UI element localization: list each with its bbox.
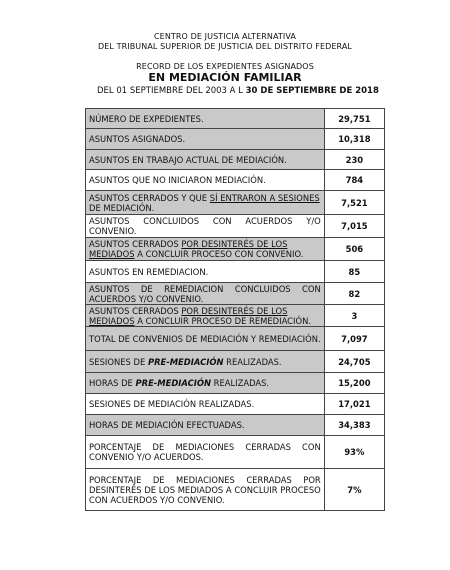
period-prefix: DEL 01 SEPTIEMBRE DEL 2003 A L — [97, 86, 246, 96]
row-value: 7% — [324, 469, 384, 511]
table-row — [86, 305, 385, 327]
row-label: PORCENTAJE DE MEDIACIONES CERRADAS POR DESINTERÉS DE LOS MEDIADOS A CONCLUIR PROCESO CON ACUERDOS Y/O CONVENIO. — [86, 469, 325, 511]
table-row — [86, 351, 385, 373]
row-label: HORAS DE MEDIACIÓN EFECTUADAS. — [86, 415, 325, 436]
institution-name: CENTRO DE JUSTICIA ALTERNATIVA — [153, 32, 296, 41]
row-value: 82 — [324, 283, 384, 305]
row-label-underlined: POR DESINTERÉS DE LOS MEDIADOS — [89, 239, 288, 259]
table-row — [86, 327, 385, 351]
row-value: 7,015 — [324, 215, 384, 238]
table-row — [86, 436, 385, 469]
row-label-part: ASUNTOS CERRADOS — [89, 305, 182, 316]
institution-subtitle: DEL TRIBUNAL SUPERIOR DE JUSTICIA DEL DISTRITO FEDERAL — [98, 42, 352, 51]
row-label-underlined: SÍ ENTRARON A SESIONES — [209, 192, 320, 203]
table-row — [86, 170, 385, 191]
table-row — [86, 215, 385, 238]
row-label-part: ASUNTOS CERRADOS Y QUE — [89, 192, 210, 203]
row-label-part: REALIZADAS. — [211, 378, 270, 388]
row-value: 10,318 — [324, 129, 384, 150]
table-row — [86, 129, 385, 150]
row-value: 7,521 — [324, 191, 384, 215]
row-label: PORCENTAJE DE MEDIACIONES CERRADAS CON CONVENIO Y/O ACUERDOS. — [86, 436, 325, 469]
row-value: 7,097 — [324, 327, 384, 351]
row-label — [86, 373, 325, 394]
row-label: ASUNTOS ASIGNADOS. — [86, 129, 325, 150]
row-value: 17,021 — [324, 394, 384, 415]
row-value: 34,383 — [324, 415, 384, 436]
table-row — [86, 150, 385, 170]
row-label-part: A CONCLUIR PROCESO CON CONVENIO. — [134, 249, 304, 259]
table-row — [86, 283, 385, 305]
row-value: 506 — [324, 238, 384, 261]
row-label — [86, 191, 325, 215]
table-row — [86, 238, 385, 261]
row-label: NÚMERO DE EXPEDIENTES. — [86, 109, 325, 129]
row-label-part: DE MEDIACIÓN. — [89, 202, 155, 213]
row-value: 15,200 — [324, 373, 384, 394]
table-row — [86, 109, 385, 129]
row-label-part: REALIZADAS. — [223, 356, 282, 367]
row-label-part: ASUNTOS CERRADOS — [89, 239, 182, 249]
table-row — [86, 261, 385, 283]
row-value: 3 — [324, 305, 384, 327]
row-label-part: HORAS DE — [89, 378, 136, 388]
row-label — [86, 305, 325, 327]
row-label: ASUNTOS EN REMEDIACION. — [86, 261, 325, 283]
record-caption: RECORD DE LOS EXPEDIENTES ASIGNADOS — [136, 62, 314, 71]
table-row — [86, 191, 385, 215]
row-label: TOTAL DE CONVENIOS DE MEDIACIÓN Y REMEDIACIÓN. — [86, 327, 325, 351]
row-label-emphasis: PRE-MEDIACIÓN — [147, 356, 224, 367]
row-label-part: SESIONES DE — [89, 356, 148, 367]
table-row — [86, 373, 385, 394]
table-row — [86, 469, 385, 511]
row-label — [86, 351, 325, 373]
row-label: ASUNTOS CONCLUIDOS CON ACUERDOS Y/O CONVENIO. — [86, 215, 325, 238]
row-label: ASUNTOS QUE NO INICIARON MEDIACIÓN. — [86, 170, 325, 191]
period-line — [97, 86, 397, 96]
row-value: 230 — [324, 150, 384, 170]
table-row — [86, 415, 385, 436]
table-row — [86, 394, 385, 415]
row-label — [86, 238, 325, 261]
row-label: ASUNTOS DE REMEDIACION CONCLUIDOS CON ACUERDOS Y/O CONVENIO. — [86, 283, 325, 305]
row-label-emphasis: PRE-MEDIACIÓN — [135, 378, 212, 388]
row-value: 93% — [324, 436, 384, 469]
period-end: 30 DE SEPTIEMBRE DE 2018 — [245, 86, 379, 96]
row-label-part: A CONCLUIR PROCESO DE REMEDIACIÓN. — [134, 315, 312, 326]
row-value: 784 — [324, 170, 384, 191]
records-table — [85, 108, 385, 511]
row-label: ASUNTOS EN TRABAJO ACTUAL DE MEDIACIÓN. — [86, 150, 325, 170]
row-value: 24,705 — [324, 351, 384, 373]
document-title: EN MEDIACIÓN FAMILIAR — [148, 71, 302, 84]
row-value: 85 — [324, 261, 384, 283]
row-value: 29,751 — [324, 109, 384, 129]
row-label: SESIONES DE MEDIACIÓN REALIZADAS. — [86, 394, 325, 415]
row-label-underlined: POR DESINTERÉS DE LOS MEDIADOS — [89, 305, 288, 326]
